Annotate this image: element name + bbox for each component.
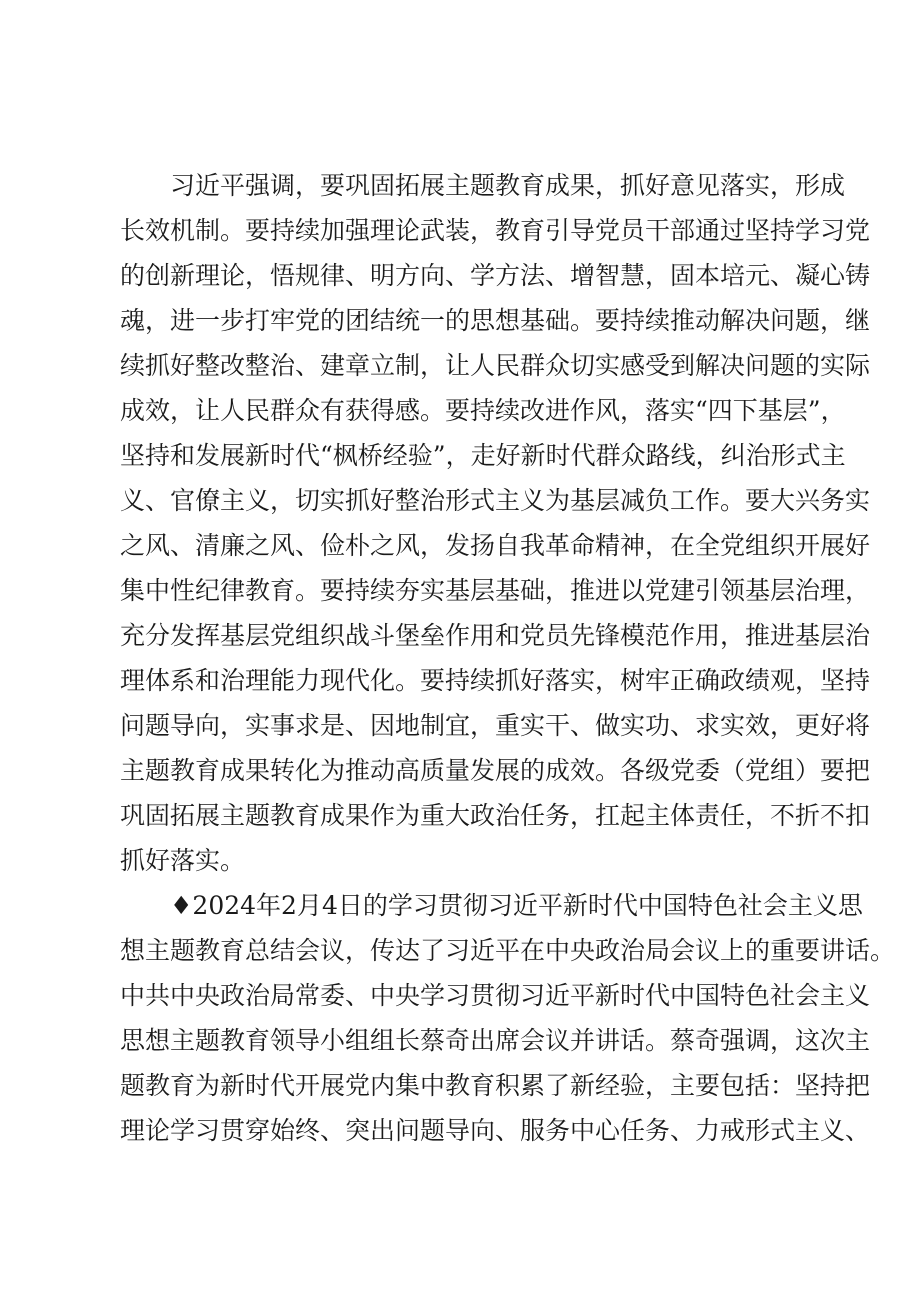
paragraph-1-line-12: 理体系和治理能力现代化。要持续抓好落实，树牢正确政绩观，坚持 xyxy=(120,666,871,695)
paragraph-1-line-8: 义、官僚主义，切实抓好整治形式主义为基层减负工作。要大兴务实 xyxy=(120,486,871,515)
paragraph-2-line-6: 理论学习贯穿始终、突出问题导向、服务中心任务、力戒形式主义、 xyxy=(120,1116,871,1145)
paragraph-1-line-9: 之风、清廉之风、俭朴之风，发扬自我革命精神，在全党组织开展好 xyxy=(120,531,871,560)
paragraph-1-line-4: 魂，进一步打牢党的团结统一的思想基础。要持续推动解决问题，继 xyxy=(120,306,871,335)
paragraph-1-line-16: 抓好落实。 xyxy=(120,846,246,875)
paragraph-2-line-1: ♦2024年2月4日的学习贯彻习近平新时代中国特色社会主义思 xyxy=(170,891,863,920)
paragraph-2-line-5: 题教育为新时代开展党内集中教育积累了新经验，主要包括：坚持把 xyxy=(120,1071,871,1100)
paragraph-1-line-6: 成效，让人民群众有获得感。要持续改进作风，落实“四下基层”， xyxy=(120,396,846,425)
paragraph-1-line-7: 坚持和发展新时代“枫桥经验”，走好新时代群众路线，纠治形式主 xyxy=(120,441,846,470)
paragraph-2-line-4: 思想主题教育领导小组组长蔡奇出席会议并讲话。蔡奇强调，这次主 xyxy=(120,1026,871,1055)
paragraph-1-line-2: 长效机制。要持续加强理论武装，教育引导党员干部通过坚持学习党 xyxy=(120,216,871,245)
paragraph-1-line-11: 充分发挥基层党组织战斗堡垒作用和党员先锋模范作用，推进基层治 xyxy=(120,621,871,650)
paragraph-1-line-14: 主题教育成果转化为推动高质量发展的成效。各级党委（党组）要把 xyxy=(120,756,871,785)
paragraph-2-line-3: 中共中央政治局常委、中央学习贯彻习近平新时代中国特色社会主义 xyxy=(120,981,871,1010)
paragraph-1-line-10: 集中性纪律教育。要持续夯实基层基础，推进以党建引领基层治理， xyxy=(120,576,871,605)
paragraph-1-line-3: 的创新理论，悟规律、明方向、学方法、增智慧，固本培元、凝心铸 xyxy=(120,261,871,290)
paragraph-1-line-1: 习近平强调，要巩固拓展主题教育成果，抓好意见落实，形成 xyxy=(170,171,846,200)
paragraph-1-line-5: 续抓好整改整治、建章立制，让人民群众切实感受到解决问题的实际 xyxy=(120,351,871,380)
paragraph-2-line-2: 想主题教育总结会议，传达了习近平在中央政治局会议上的重要讲话。 xyxy=(120,936,896,965)
paragraph-1-line-13: 问题导向，实事求是、因地制宜，重实干、做实功、求实效，更好将 xyxy=(120,711,871,740)
paragraph-1-line-15: 巩固拓展主题教育成果作为重大政治任务，扛起主体责任，不折不扣 xyxy=(120,801,871,830)
